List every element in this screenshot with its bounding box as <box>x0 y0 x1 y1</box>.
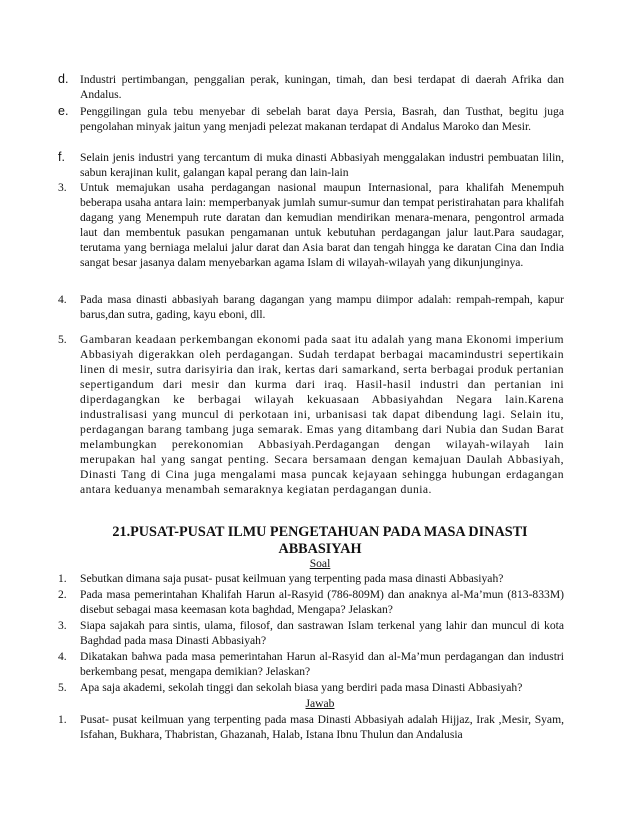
list-item-5 <box>58 332 564 497</box>
list-item-4 <box>58 292 564 322</box>
list-marker: 4. <box>58 650 67 663</box>
answer-text: Pusat- pusat keilmuan yang terpenting pada masa Dinasti Abbasiyah adalah Hijjaz, Irak ,Mesir, Syam, Isfahan, Bukhara, Thabristan, Ghazanah, Halab, Istana Ibnu Thulun dan Andalusia <box>80 713 564 741</box>
list-marker: 4. <box>58 293 67 306</box>
list-marker: 2. <box>58 588 67 601</box>
question-text: Siapa sajakah para sintis, ulama, filosof, dan sastrawan Islam terkenal yang lahir dan muncul di kota Baghdad pada masa Dinasti Abbasiyah? <box>80 619 564 647</box>
list-marker: 1. <box>58 713 67 726</box>
question-4 <box>58 649 564 679</box>
question-1 <box>58 571 564 586</box>
list-item-text: Industri pertimbangan, penggalian perak, kuningan, timah, dan besi terdapat di daerah Afrika dan Andalus. <box>80 73 564 101</box>
list-item-text: Selain jenis industri yang tercantum di muka dinasti Abbasiyah menggalakan industri pembuatan lilin, sabun kerajinan kulit, galangan kapal perang dan lain-lain <box>80 151 564 179</box>
list-item-text: Gambaran keadaan perkembangan ekonomi pada saat itu adalah yang mana Ekonomi imperium Abbasiyah digerakkan oleh perdagangan. Sudah terdapat berbagai macamindustri sepertikain linen di mesir, sutra darisyiria dan irak, kertas dari samarkand, serta berbagai produk pertanian sepertigandum dari mesir dan kurma dari iraq. Hasil-hasil industri dan pertanian ini diperdagangkan ke berbagai wilayah kekuasaan Abbasiyahdan Negara lain.Karena industralisasi yang muncul di perkotaan ini, urbanisasi tak dapat dibendung lagi. Selain itu, perdagangan barang tambang juga semarak. Emas yang ditambang dari Nubia dan Sudan Barat melambungkan perekonomian Abbasiyah.Perdagangan dengan wilayah-wilayah lain merupakan hal yang sangat penting. Secara bersamaan dengan kemajuan Daulah Abbasiyah, Dinasti Tang di Cina juga mengalami masa puncak kejayaan sehingga hubungan erdagangan antara keduanya menambah semaraknya kegiatan perdagangan dunia. <box>80 333 564 496</box>
list-marker: 1. <box>58 572 67 585</box>
list-item-e <box>58 104 564 134</box>
list-marker: 5. <box>58 333 67 346</box>
section-title-line1: 21.PUSAT-PUSAT ILMU PENGETAHUAN PADA MASA DINASTI <box>112 524 528 540</box>
question-text: Dikatakan bahwa pada masa pemerintahan Harun al-Rasyid dan al-Ma’mun perdagangan dan industri berkembang pesat, mengapa demikian? Jelaskan? <box>80 650 564 678</box>
question-text: Apa saja akademi, sekolah tinggi dan sekolah biasa yang berdiri pada masa Dinasti Abbasiyah? <box>80 681 523 694</box>
jawab-label: Jawab <box>305 697 335 710</box>
list-marker: d. <box>58 72 69 86</box>
list-marker: 5. <box>58 681 67 694</box>
section-title-line2: ABBASIYAH <box>278 541 362 557</box>
soal-label: Soal <box>309 557 331 570</box>
list-item-d <box>58 72 564 102</box>
list-item-text: Pada masa dinasti abbasiyah barang dagangan yang mampu diimpor adalah: rempah-rempah, kapur barus,dan sutra, gading, kayu eboni, dll. <box>80 293 564 321</box>
question-5 <box>58 680 564 695</box>
list-item-text: Penggilingan gula tebu menyebar di sebelah barat daya Persia, Basrah, dan Tusthat, begitu juga pengolahan minyak jaitun yang menjadi pelezat makanan terdapat di Andalus Maroko dan Mesir. <box>80 105 564 133</box>
question-3 <box>58 618 564 648</box>
list-item-text: Untuk memajukan usaha perdagangan nasional maupun Internasional, para khalifah Menempuh beberapa usaha antara lain: memperbanyak jumlah sumur-sumur dan tempat peristirahatan para khalifah dagang yang Menempuh rute daratan dan kemudian mendirikan menara-menara, pengontrol armada laut dan membentuk pasukan pengamanan untuk kebutuhan perdagangan jalur laut.Para saudagar, terutama yang berniaga melalui jalur darat dan Asia barat dan tengah hingga ke daratan Cina dan India sangat besar jasanya dalam menyebarkan agama Islam di wilayah-wilayah yang dikunjunginya. <box>80 181 564 269</box>
answer-1 <box>58 712 564 742</box>
question-text: Pada masa pemerintahan Khalifah Harun al-Rasyid (786-809M) dan anaknya al-Ma’mun (813-833M) disebut sebagai masa keemasan kota baghdad, Mengapa? Jelaskan? <box>80 588 564 616</box>
list-marker: 3. <box>58 619 67 632</box>
question-2 <box>58 587 564 617</box>
list-item-3 <box>58 180 564 270</box>
list-marker: 3. <box>58 181 67 194</box>
list-marker: e. <box>58 104 69 118</box>
list-item-f <box>58 150 564 180</box>
question-text: Sebutkan dimana saja pusat- pusat keilmuan yang terpenting pada masa dinasti Abbasiyah? <box>80 572 504 585</box>
list-marker: f. <box>58 150 65 164</box>
